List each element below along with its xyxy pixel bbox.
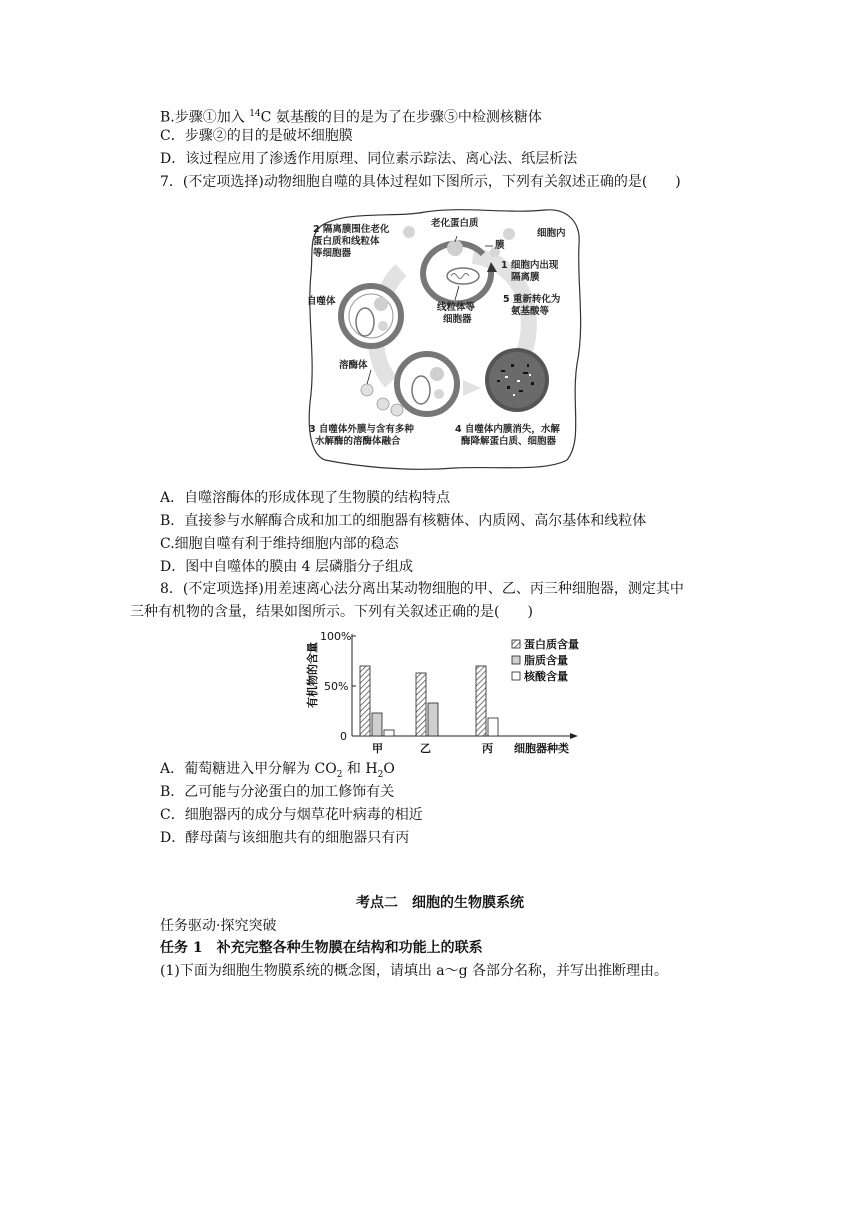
chart-ylabel: 有机物的含量: [306, 642, 319, 708]
label-autophagosome: 自噬体: [307, 296, 336, 307]
q6-option-b: B.步骤①加入 $^{14}$C 氨基酸的目的是为了在步骤⑤中检测核糖体: [160, 109, 542, 126]
q6-option-d: D．该过程应用了渗透作用原理、同位素示踪法、离心法、纸层析法: [160, 151, 578, 167]
q7-option-b: B．直接参与水解酶合成和加工的细胞器有核糖体、内质网、高尔基体和线粒体: [160, 513, 647, 529]
label-step2-line2: 蛋白质和线粒体: [313, 236, 380, 247]
legend-swatch-lipid: [512, 656, 520, 664]
task1-question: (1)下面为细胞生物膜系统的概念图，请填出 a～g 各部分名称，并写出推断理由。: [160, 963, 669, 979]
q7-option-c: C.细胞自噬有利于维持细胞内部的稳态: [160, 536, 399, 552]
q8-option-d: D．酵母菌与该细胞共有的细胞器只有丙: [160, 830, 410, 846]
q8-option-c: C．细胞器丙的成分与烟草花叶病毒的相近: [160, 807, 423, 823]
category-jia: 甲: [372, 742, 383, 755]
bar-3-3: [488, 718, 498, 736]
legend-swatch-nucleic: [512, 672, 520, 680]
q8-stem-line2: 三种有机物的含量，结果如图所示。下列有关叙述正确的是( ): [130, 604, 533, 620]
label-cell-inside: 细胞内: [537, 228, 566, 239]
q6-option-c: C．步骤②的目的是破坏细胞膜: [160, 128, 353, 144]
legend-swatch-protein: [512, 640, 520, 648]
q8-stem: 8．(不定项选择)用差速离心法分离出某动物细胞的甲、乙、丙三种细胞器，测定其中: [160, 581, 684, 597]
ytick-50: 50%: [324, 680, 349, 693]
task1-heading: 任务 1 补充完整各种生物膜在结构和功能上的联系: [160, 940, 483, 956]
section-subtitle: 任务驱动·探究突破: [160, 918, 277, 934]
label-step4-line2: 酶降解蛋白质、细胞器: [461, 436, 557, 447]
legend-lipid: 脂质含量: [524, 654, 568, 667]
label-step2: 2 隔离膜围住老化: [313, 224, 390, 235]
legend-protein: 蛋白质含量: [524, 638, 579, 651]
ytick-100: 100%: [320, 630, 352, 643]
label-lysosome: 溶酶体: [339, 360, 368, 371]
label-step2-line3: 等细胞器: [313, 248, 352, 259]
label-step3: 3 自噬体外膜与含有多种: [309, 424, 414, 435]
label-step1-line2: 隔离膜: [511, 272, 540, 283]
label-membrane: 膜: [495, 240, 505, 251]
bar-3-1: [476, 666, 486, 736]
ytick-0: 0: [340, 730, 347, 743]
bar-1-3: [384, 730, 394, 736]
label-step1: 1 细胞内出现: [501, 260, 559, 271]
label-mitochondria-line2: 细胞器: [443, 314, 472, 325]
label-step3-line2: 水解酶的溶酶体融合: [315, 436, 401, 447]
label-old-protein: 老化蛋白质: [431, 218, 479, 229]
bar-1-1: [360, 666, 370, 736]
category-bing: 丙: [482, 742, 493, 755]
q7-option-d: D．图中自噬体的膜由 4 层磷脂分子组成: [160, 559, 414, 575]
chart-xlabel: 细胞器种类: [514, 742, 569, 755]
label-mitochondria: 线粒体等: [437, 302, 476, 313]
label-step5-line2: 氨基酸等: [511, 306, 550, 317]
bar-2-1: [416, 673, 426, 736]
section-title: 考点二 细胞的生物膜系统: [356, 895, 524, 911]
autophagy-diagram: [305, 204, 587, 474]
label-step4: 4 自噬体内膜消失，水解: [455, 424, 560, 435]
bar-2-2: [428, 703, 438, 736]
organelle-content-chart: [300, 624, 600, 760]
category-yi: 乙: [420, 742, 431, 755]
q8-option-b: B．乙可能与分泌蛋白的加工修饰有关: [160, 784, 395, 800]
chart-legend: [512, 637, 579, 683]
label-step5: 5 重新转化为: [503, 294, 561, 305]
q7-stem: 7．(不定项选择)动物细胞自噬的具体过程如下图所示，下列有关叙述正确的是( ): [160, 174, 681, 190]
bar-1-2: [372, 713, 382, 736]
q7-option-a: A．自噬溶酶体的形成体现了生物膜的结构特点: [160, 490, 451, 506]
legend-nucleic: 核酸含量: [524, 670, 568, 683]
q8-option-a: A．葡萄糖进入甲分解为 $CO_2$ 和 $H_2O$: [160, 761, 395, 780]
